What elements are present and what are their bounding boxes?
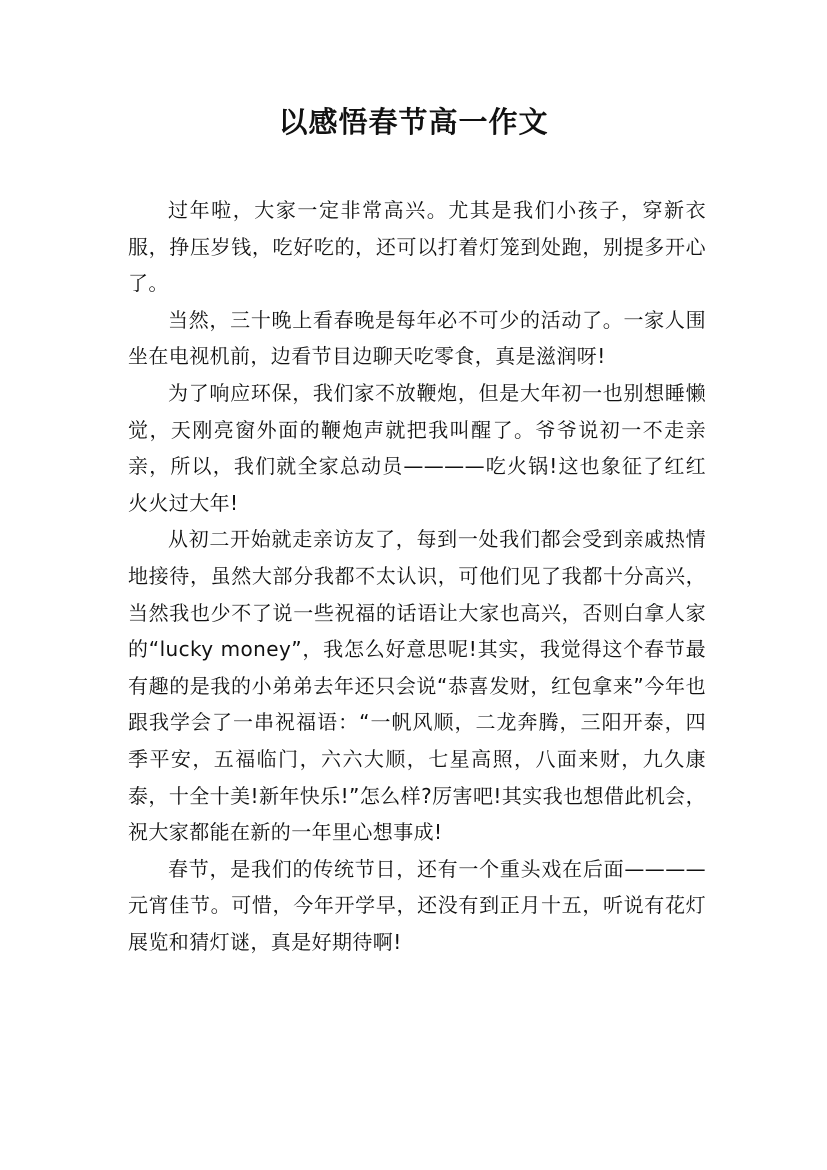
paragraph: 过年啦，大家一定非常高兴。尤其是我们小孩子，穿新衣服，挣压岁钱，吃好吃的，还可以打着灯笼到处跑，别提多开心了。 xyxy=(128,198,706,296)
paragraph: 当然，三十晚上看春晚是每年必不可少的活动了。一家人围坐在电视机前，边看节目边聊天吃零食，真是滋润呀! xyxy=(128,307,706,369)
document-body xyxy=(128,192,706,960)
paragraph: 为了响应环保，我们家不放鞭炮，但是大年初一也别想睡懒觉，天刚亮窗外面的鞭炮声就把我叫醒了。爷爷说初一不走亲亲，所以，我们就全家总动员————吃火锅!这也象征了红红火火过大年! xyxy=(128,380,706,515)
paragraph: 从初二开始就走亲访友了，每到一处我们都会受到亲戚热情地接待，虽然大部分我都不太认识，可他们见了我都十分高兴，当然我也少不了说一些祝福的话语让大家也高兴，否则白拿人家的“lucky money”，我怎么好意思呢!其实，我觉得这个春节最有趣的是我的小弟弟去年还只会说“恭喜发财，红包拿来”今年也跟我学会了一串祝福语：“一帆风顺，二龙奔腾，三阳开泰，四季平安，五福临门，六六大顺，七星高照，八面来财，九久康泰，十全十美!新年快乐!”怎么样?厉害吧!其实我也想借此机会，祝大家都能在新的一年里心想事成! xyxy=(128,527,706,845)
paragraph: 春节，是我们的传统节日，还有一个重头戏在后面————元宵佳节。可惜，今年开学早，还没有到正月十五，听说有花灯展览和猜灯谜，真是好期待啊! xyxy=(128,856,706,954)
document-title: 以感悟春节高一作文 xyxy=(278,105,549,139)
